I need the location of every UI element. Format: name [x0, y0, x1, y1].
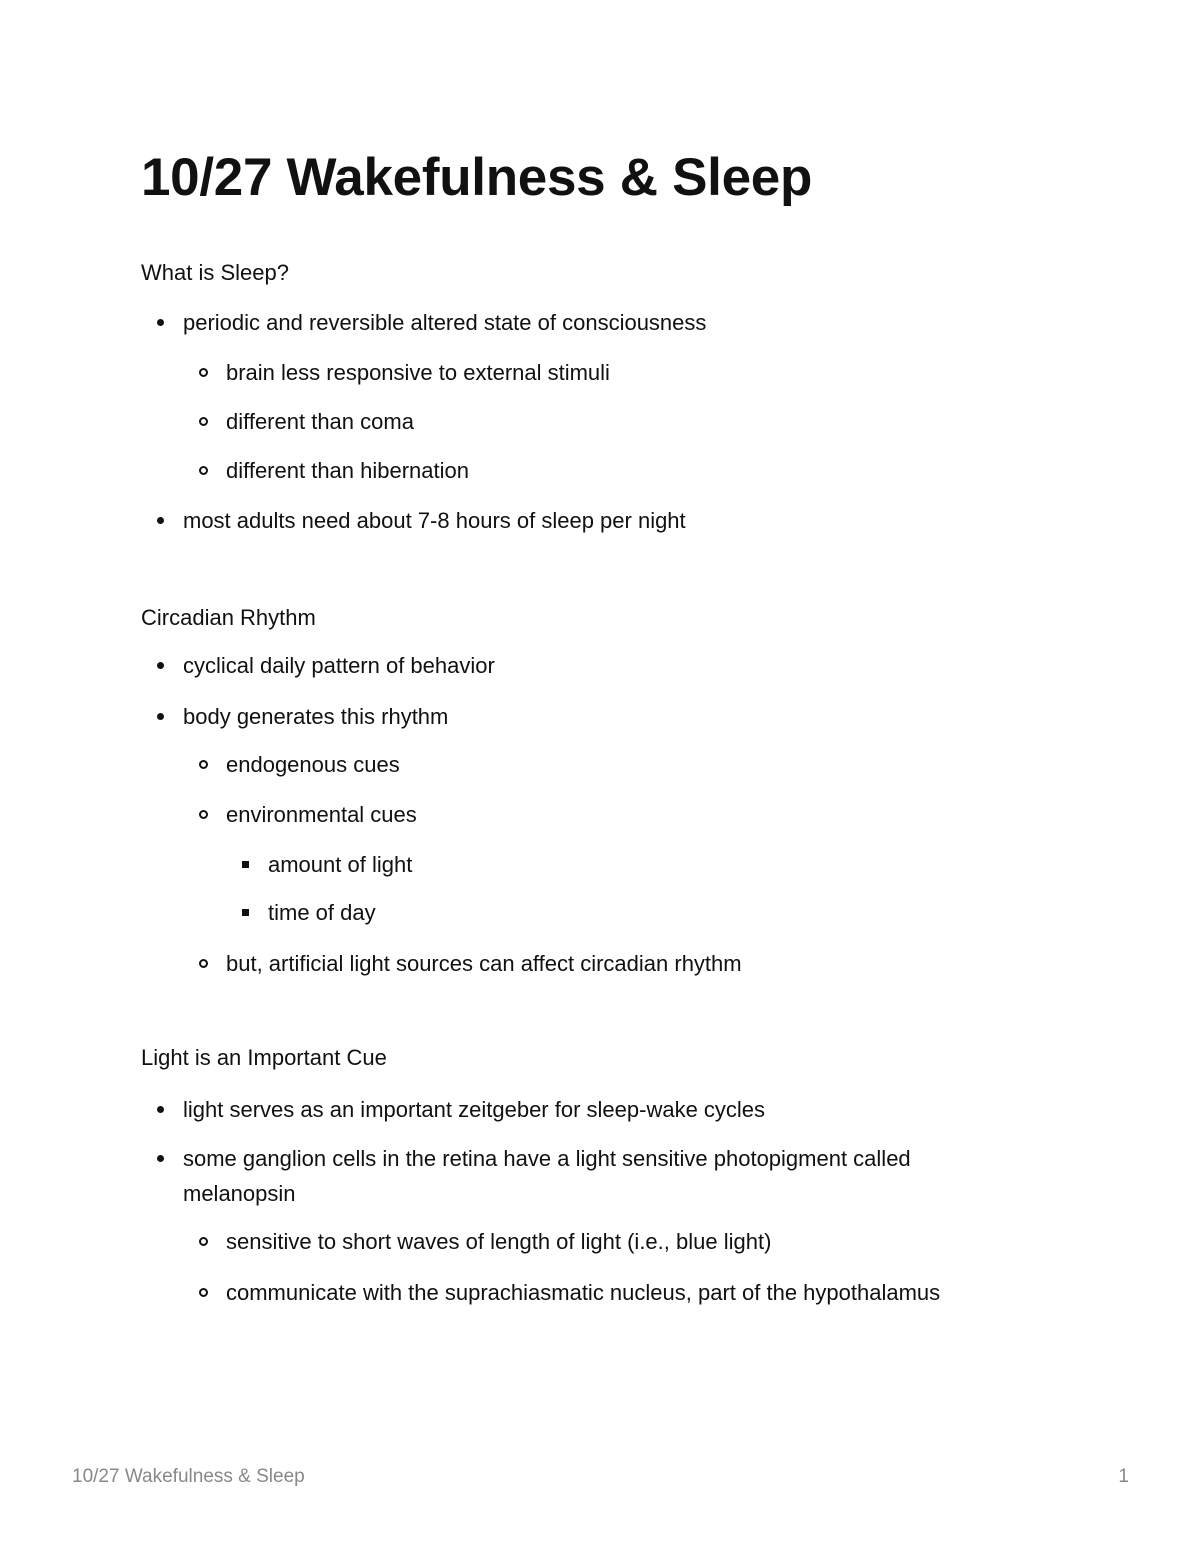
list-item-text: environmental cues [226, 802, 417, 827]
footer-title: 10/27 Wakefulness & Sleep [72, 1466, 305, 1487]
circle-bullet-icon [199, 810, 208, 819]
square-bullet-icon [242, 861, 249, 868]
circle-bullet-icon [199, 466, 208, 475]
list-item-text: light serves as an important zeitgeber for sleep-wake cycles [183, 1097, 766, 1122]
circle-bullet-icon [199, 417, 208, 426]
list-item [226, 453, 1026, 488]
list-item-text: endogenous cues [226, 752, 400, 777]
circle-bullet-icon [199, 368, 208, 377]
square-bullet-icon [242, 909, 249, 916]
disc-bullet-icon [157, 713, 164, 720]
circle-bullet-icon [199, 1288, 208, 1297]
list-item-text: periodic and reversible altered state of consciousness [183, 310, 707, 335]
list-item-text: brain less responsive to external stimuli [226, 360, 610, 385]
list-item [268, 847, 1028, 882]
list-item [183, 503, 1003, 538]
list-item-text: cyclical daily pattern of behavior [183, 653, 495, 678]
disc-bullet-icon [157, 1106, 164, 1113]
list-item-text: body generates this rhythm [183, 704, 449, 729]
list-item [226, 1275, 1026, 1310]
list-item [183, 648, 1003, 683]
circle-bullet-icon [199, 760, 208, 769]
list-item-text: amount of light [268, 852, 413, 877]
list-item [226, 747, 1026, 782]
list-item [226, 946, 1026, 981]
list-item [268, 895, 1028, 930]
list-item-text: sensitive to short waves of length of light (i.e., blue light) [226, 1229, 772, 1254]
disc-bullet-icon [157, 1155, 164, 1162]
section-heading-circadian-rhythm: Circadian Rhythm [141, 605, 316, 630]
list-item [183, 699, 1003, 734]
list-item-text: different than hibernation [226, 458, 469, 483]
disc-bullet-icon [157, 517, 164, 524]
list-item-text: different than coma [226, 409, 414, 434]
section-heading-light-is-an-important-cue: Light is an Important Cue [141, 1045, 387, 1070]
page-title: 10/27 Wakefulness & Sleep [141, 148, 813, 207]
list-item-text: but, artificial light sources can affect circadian rhythm [226, 951, 742, 976]
section-heading-what-is-sleep: What is Sleep? [141, 260, 289, 285]
circle-bullet-icon [199, 1237, 208, 1246]
list-item [183, 1092, 1003, 1127]
circle-bullet-icon [199, 959, 208, 968]
disc-bullet-icon [157, 319, 164, 326]
list-item [183, 1141, 1003, 1211]
list-item [226, 797, 1026, 832]
list-item [226, 404, 1026, 439]
list-item-text: time of day [268, 900, 376, 925]
list-item-text: communicate with the suprachiasmatic nucleus, part of the hypothalamus [226, 1280, 941, 1305]
footer-page-number: 1 [1118, 1466, 1129, 1487]
disc-bullet-icon [157, 662, 164, 669]
list-item-text: most adults need about 7-8 hours of sleep per night [183, 508, 686, 533]
list-item [226, 355, 1026, 390]
list-item [183, 305, 1003, 340]
list-item [226, 1224, 1026, 1259]
list-item-text: some ganglion cells in the retina have a light sensitive photopigment called melanopsin [183, 1146, 911, 1206]
